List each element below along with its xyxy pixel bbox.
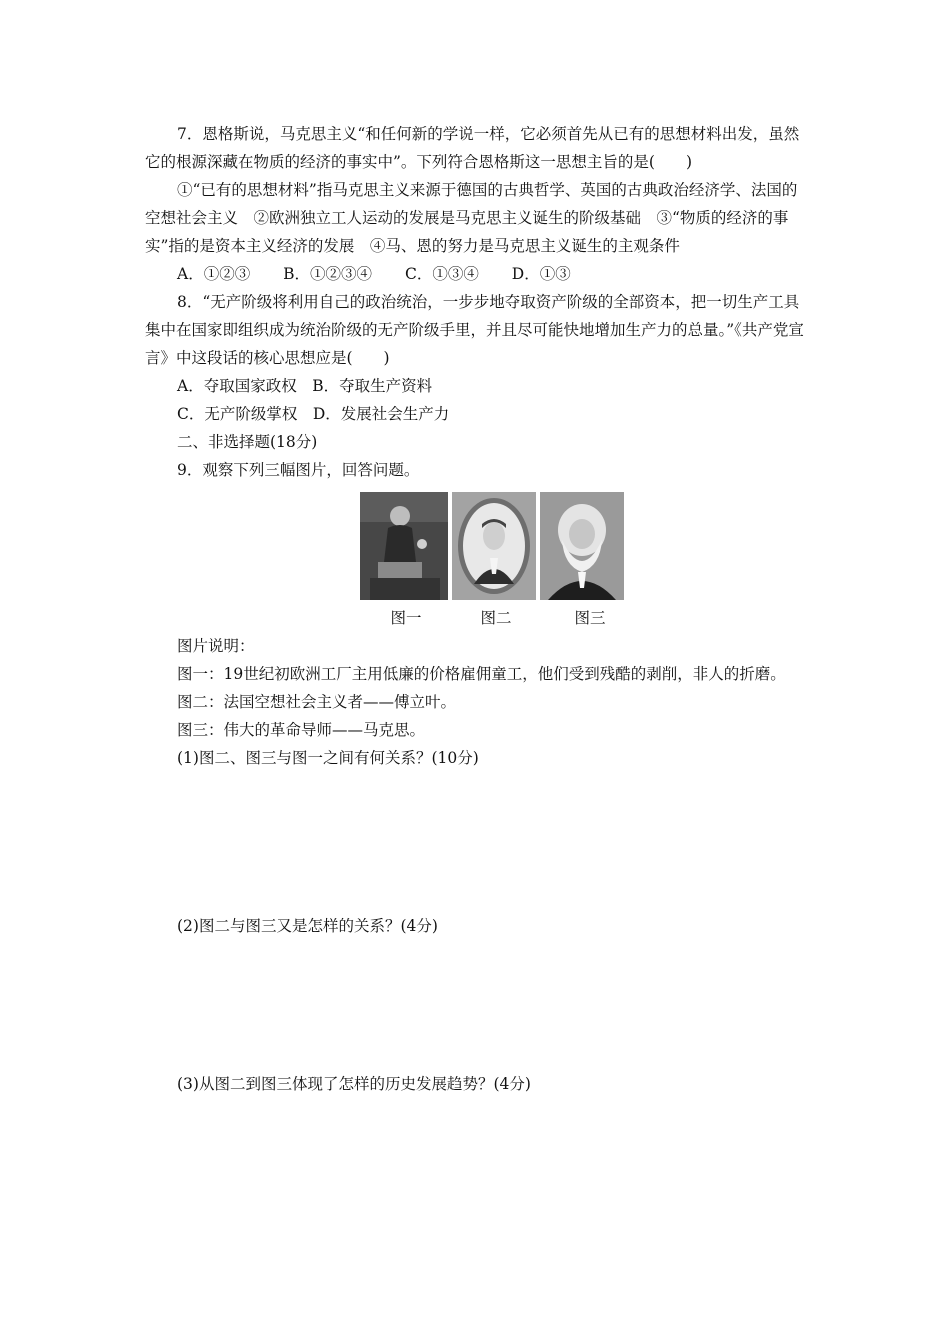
figure-note-3: 图三：伟大的革命导师——马克思。: [177, 721, 426, 739]
figure-1-child-laborer-photo: [360, 492, 448, 600]
q9-subquestion-2: (2)图二与图三又是怎样的关系？(4分): [177, 917, 438, 935]
caption-figure-3: 图三: [574, 609, 606, 627]
q9-stem: 9．观察下列三幅图片，回答问题。: [177, 461, 420, 479]
q7-options: [145, 260, 810, 288]
figure-note-1: 图一：19世纪初欧洲工厂主用低廉的价格雇佣童工，他们受到残酷的剥削，非人的折磨。: [177, 665, 786, 683]
figure-notes-title: 图片说明：: [177, 637, 255, 655]
caption-figure-1: 图一: [390, 609, 422, 627]
q7-option-b: B．①②③④: [283, 265, 373, 283]
figure-row: [360, 492, 810, 600]
q9-subquestion-1: (1)图二、图三与图一之间有何关系？(10分): [177, 749, 479, 767]
answer-space-2: [145, 940, 810, 1070]
q7-option-d: D．①③: [511, 265, 571, 283]
figure-3-marx-portrait: [540, 492, 624, 600]
q7-option-c: C．①③④: [404, 265, 479, 283]
q8-options-row2: C．无产阶级掌权 D．发展社会生产力: [177, 405, 450, 423]
section-heading: 二、非选择题(18分): [177, 433, 318, 451]
figure-note-2: 图二：法国空想社会主义者——傅立叶。: [177, 693, 457, 711]
answer-space-1: [145, 772, 810, 912]
figure-captions: [360, 604, 810, 632]
figure-2-fourier-portrait: [452, 492, 536, 600]
q7-option-a: A．①②③: [177, 265, 251, 283]
document-content: [145, 120, 810, 1098]
q7-statements: ①“已有的思想材料”指马克思主义来源于德国的古典哲学、英国的古典政治经济学、法国的空想社会主义 ②欧洲独立工人运动的发展是马克思主义诞生的阶级基础 ③“物质的经济的事实”指的是资本主义经济的发展 ④马、恩的努力是马克思主义诞生的主观条件: [145, 181, 798, 255]
q8-options-row1: A．夺取国家政权 B．夺取生产资料: [177, 377, 433, 395]
q7-stem: 7．恩格斯说，马克思主义“和任何新的学说一样，它必须首先从已有的思想材料出发，虽然它的根源深藏在物质的经济的事实中”。下列符合恩格斯这一思想主旨的是( ): [145, 125, 800, 171]
caption-figure-2: 图二: [480, 609, 512, 627]
q9-subquestion-3: (3)从图二到图三体现了怎样的历史发展趋势？(4分): [177, 1075, 531, 1093]
q8-stem: 8．“无产阶级将利用自己的政治统治，一步步地夺取资产阶级的全部资本，把一切生产工具集中在国家即组织成为统治阶级的无产阶级手里，并且尽可能快地增加生产力的总量。”《共产党宣言》中这段话的核心思想应是( ): [145, 293, 804, 367]
